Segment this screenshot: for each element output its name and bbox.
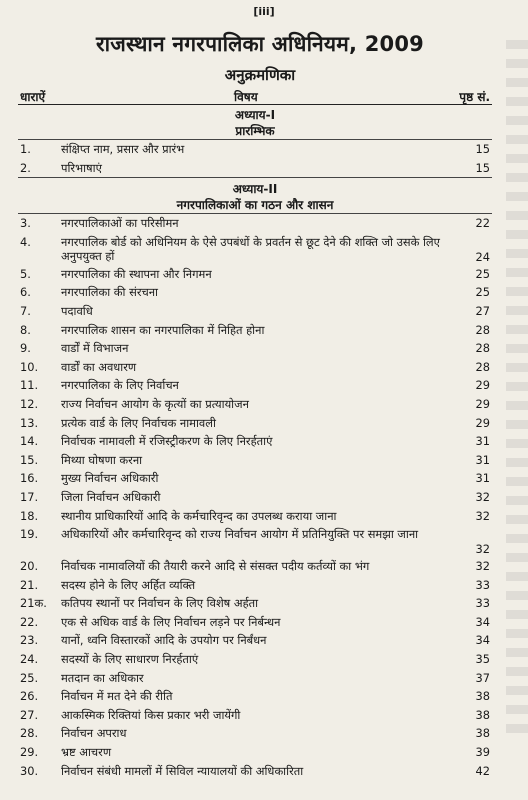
page-ref: 22 [475,216,490,231]
page-ref: 34 [475,614,490,629]
section-number: 21क. [20,596,47,611]
section-number: 27. [20,707,39,722]
toc-entry [18,743,492,762]
section-title: निर्वाचक नामावली में रजिस्ट्रीकरण के लिए निरर्हताएं [61,434,273,449]
section-title: अधिकारियों और कर्मचारिवृन्द को राज्य निर्वाचन आयोग में प्रतिनियुक्ति पर समझा जाना [61,527,419,542]
column-header-section: धाराऐं [20,90,46,104]
column-header-subject: विषय [234,90,258,104]
column-header-page: पृष्ठ सं. [459,90,490,104]
page-ref: 28 [475,322,490,337]
page-ref: 33 [475,577,490,592]
section-title: नगरपालिका की स्थापना और निगमन [61,266,212,281]
section-number: 9. [20,341,31,356]
page-ref: 38 [475,726,490,741]
section-number: 16. [20,471,39,486]
toc-entry [18,631,492,650]
toc-entry [18,265,492,284]
toc-entry [18,302,492,321]
toc-entry [18,159,492,179]
section-number: 3. [20,216,31,231]
section-number: 29. [20,745,39,760]
section-number: 22. [20,614,39,629]
section-number: 4. [20,234,31,249]
toc-entry [18,358,492,377]
section-number: 8. [20,322,31,337]
toc-entry [18,687,492,706]
section-number: 20. [20,559,39,574]
page-ref: 38 [475,707,490,722]
section-number: 28. [20,726,39,741]
section-title: नगरपालिक बोर्ड को अधिनियम के ऐसे उपबंधों के प्रवर्तन से छूट देने की शक्ति जो उसके लिए अनुपयुक्त हों [61,234,440,264]
section-title: निर्वाचन अपराध [61,726,127,741]
section-number: 2. [20,160,31,175]
section-number: 23. [20,633,39,648]
section-title: संक्षिप्त नाम, प्रसार और प्रारंभ [61,142,185,156]
page-ref: 15 [475,142,490,156]
page-ref: 38 [475,689,490,704]
section-title: सदस्य होने के लिए अर्हित व्यक्ति [61,577,196,592]
page-ref: 28 [475,359,490,374]
page-ref: 32 [475,489,490,504]
section-title: जिला निर्वाचन अधिकारी [61,489,161,504]
toc-entry [18,283,492,302]
section-number: 1. [20,142,31,156]
toc-entry [18,488,492,507]
section-title: आकस्मिक रिक्तियां किस प्रकार भरी जायेंगी [61,707,241,722]
page-ref: 15 [475,160,490,175]
page-ref: 29 [475,396,490,411]
section-title: परिभाषाएं [61,160,102,175]
page-ref: 24 [475,249,490,264]
toc-entry [18,395,492,414]
table-of-contents [18,106,492,780]
toc-entry [18,724,492,743]
section-title: निर्वाचन संबंधी मामलों में सिविल न्यायालयों की अधिकारिता [61,763,304,778]
chapter-2-name: नगरपालिकाओं का गठन और शासन [18,196,492,214]
section-number: 21. [20,577,39,592]
section-number: 14. [20,434,39,449]
section-title: वार्डों में विभाजन [61,341,129,356]
section-title: मतदान का अधिकार [61,670,144,685]
toc-entry [18,339,492,358]
section-title: निर्वाचन में मत देने की रीति [61,689,173,704]
page-ref: 31 [475,452,490,467]
toc-entry [18,762,492,781]
page-ref: 25 [475,285,490,300]
section-title: स्थानीय प्राधिकारियों आदि के कर्मचारिवृन्द का उपलब्ध कराया जाना [61,508,337,523]
toc-entry [18,507,492,526]
page-ref: 34 [475,633,490,648]
section-number: 12. [20,396,39,411]
toc-entry [18,469,492,488]
page-ref: 32 [475,542,490,557]
toc-entry [18,140,492,159]
section-title: नगरपालिक शासन का नगरपालिका में निहित होना [61,322,265,337]
bleed-through-text [506,40,528,740]
toc-entry [18,576,492,595]
section-number: 5. [20,266,31,281]
section-title: प्रत्येक वार्ड के लिए निर्वाचक नामावली [61,415,216,430]
section-number: 25. [20,670,39,685]
section-title: नगरपालिका की संरचना [61,285,158,300]
section-number: 11. [20,378,39,393]
page-ref: 37 [475,670,490,685]
index-heading: अनुक्रमणिका [224,66,296,84]
page-ref: 27 [475,303,490,318]
chapter-2-label: अध्याय-II [232,182,278,197]
section-title: यानों, ध्वनि विस्तारकों आदि के उपयोग पर निर्बंधन [61,633,267,648]
toc-entry [18,650,492,669]
toc-entry [18,706,492,725]
section-title: निर्वाचक नामावलियों की तैयारी करने आदि से संसक्त पदीय कर्तव्यों का भंग [61,559,370,574]
section-number: 30. [20,763,39,778]
page-ref: 32 [475,559,490,574]
page-ref: 25 [475,266,490,281]
section-number: 7. [20,303,31,318]
section-number: 18. [20,508,39,523]
toc-entry [18,376,492,395]
page-ref: 32 [475,508,490,523]
section-title: राज्य निर्वाचन आयोग के कृत्यों का प्रत्यायोजन [61,396,249,411]
section-title: नगरपालिका के लिए निर्वाचन [61,378,179,393]
toc-entry [18,669,492,688]
section-title: पदावधि [61,303,93,318]
page-number: [iii] [253,5,275,18]
page-ref: 31 [475,471,490,486]
section-number: 24. [20,652,39,667]
section-number: 6. [20,285,31,300]
section-title: वार्डों का अवधारण [61,359,137,374]
chapter-1-label: अध्याय-I [234,108,276,122]
section-title: मिथ्या घोषणा करना [61,452,143,467]
page-ref: 28 [475,341,490,356]
toc-entry [18,613,492,632]
toc-entry [18,233,492,265]
column-header-row [18,86,492,105]
section-number: 10. [20,359,39,374]
toc-entry [18,414,492,433]
section-title: एक से अधिक वार्ड के लिए निर्वाचन लड़ने पर निर्बन्धन [61,614,281,629]
page-ref: 29 [475,415,490,430]
section-number: 13. [20,415,39,430]
toc-entry [18,451,492,470]
section-title: सदस्यों के लिए साधारण निरर्हताएं [61,652,199,667]
section-title: भ्रष्ट आचरण [61,745,112,760]
section-title: नगरपालिकाओं का परिसीमन [61,216,179,231]
toc-entry [18,525,492,557]
chapter-1-name: प्रारम्भिक [18,122,492,140]
section-number: 26. [20,689,39,704]
page-ref: 33 [475,596,490,611]
toc-entry [18,432,492,451]
toc-entry [18,321,492,340]
document-title: राजस्थान नगरपालिका अधिनियम, 2009 [96,32,424,56]
section-number: 19. [20,527,39,542]
toc-entry [18,594,492,613]
page-ref: 35 [475,652,490,667]
toc-entry [18,557,492,576]
page-ref: 42 [475,763,490,778]
page-ref: 31 [475,434,490,449]
section-number: 17. [20,489,39,504]
toc-entry [18,214,492,233]
section-title: कतिपय स्थानों पर निर्वाचन के लिए विशेष अर्हता [61,596,259,611]
section-title: मुख्य निर्वाचन अधिकारी [61,471,159,486]
page-ref: 39 [475,745,490,760]
page-ref: 29 [475,378,490,393]
section-number: 15. [20,452,39,467]
